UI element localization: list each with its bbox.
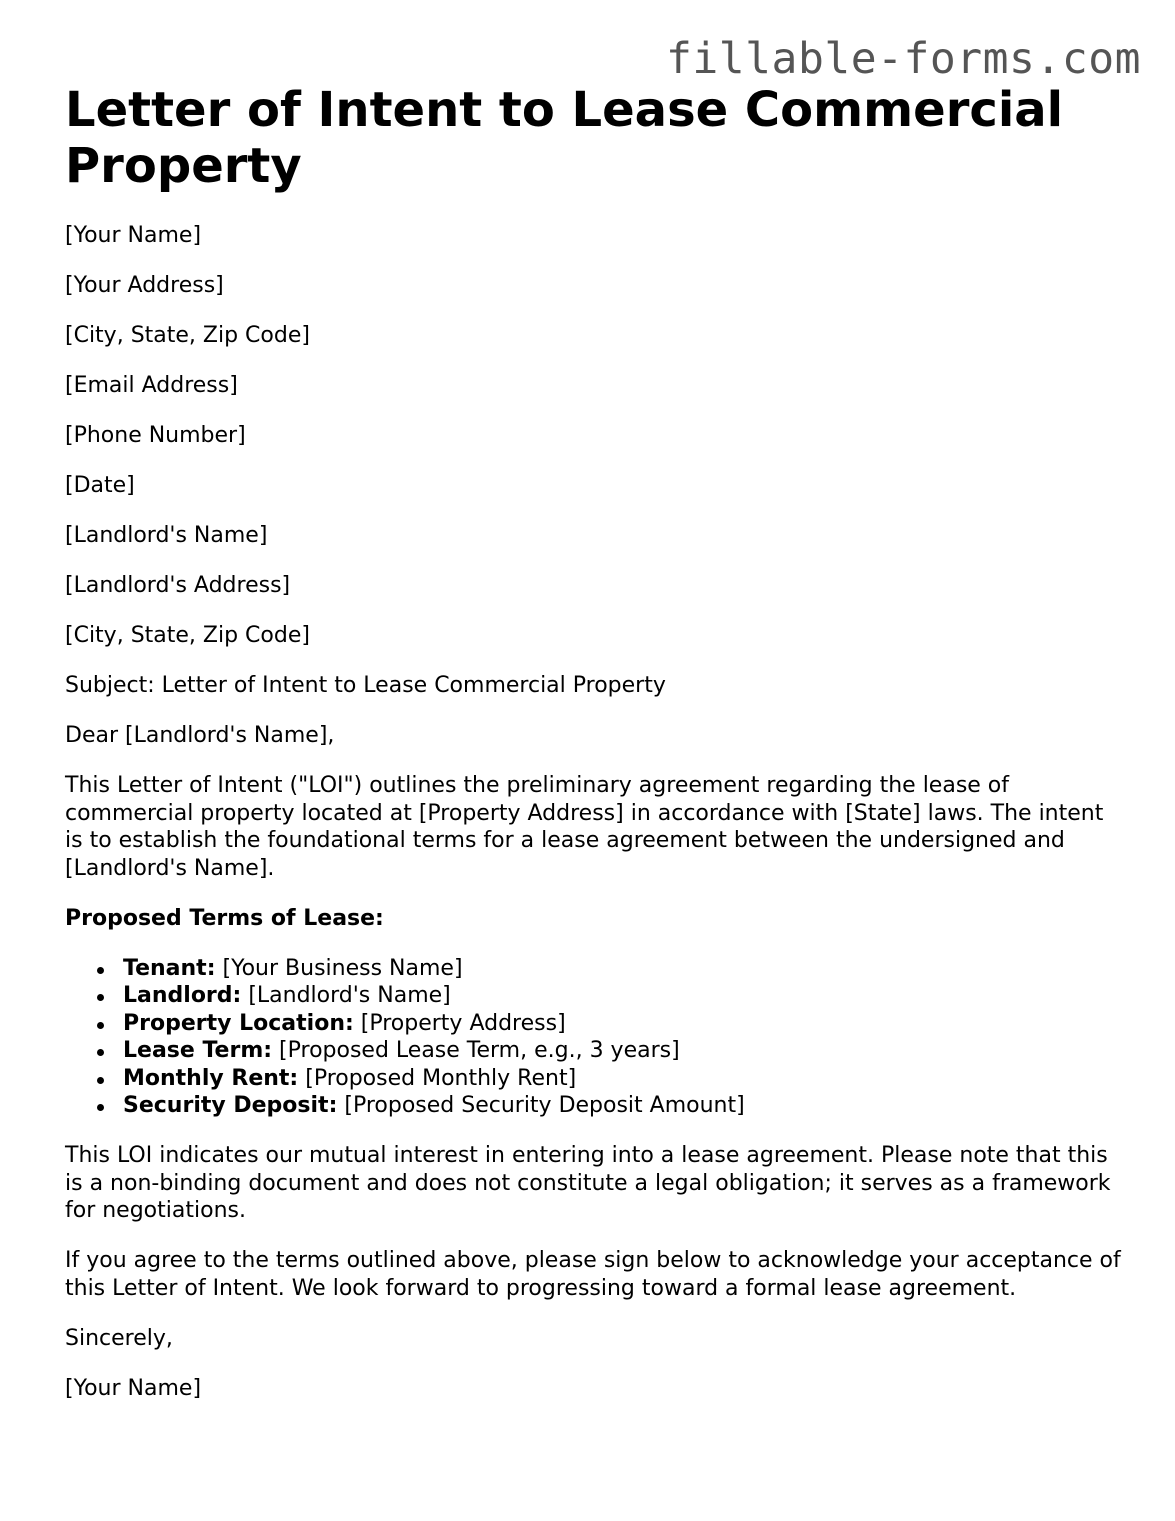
list-item: [123, 1037, 1125, 1065]
sender-phone: [Phone Number]: [65, 423, 246, 448]
term-label: Landlord:: [123, 983, 242, 1008]
term-label: Monthly Rent:: [123, 1065, 299, 1091]
term-value: [Proposed Lease Term, e.g., 3 years]: [279, 1038, 680, 1063]
term-value: [Property Address]: [360, 1010, 566, 1036]
list-item: [123, 1010, 1125, 1038]
list-item: [123, 1065, 1125, 1093]
salutation: Dear [Landlord's Name],: [65, 723, 335, 748]
term-value: [Proposed Monthly Rent]: [305, 1065, 577, 1091]
term-label: Lease Term:: [123, 1038, 273, 1063]
agreement-paragraph: If you agree to the terms outlined above, please sign below to acknowledge your acceptance of this Letter of Intent. We look forward to progressing toward a formal lease agreement.: [65, 1248, 1121, 1301]
terms-list: [65, 955, 1125, 1120]
sender-city-state-zip: [City, State, Zip Code]: [65, 323, 310, 348]
letter-body: [65, 222, 1125, 1425]
recipient-name: [Landlord's Name]: [65, 523, 268, 548]
list-item: [123, 1092, 1125, 1120]
watermark-text: fillable-forms.com: [666, 34, 1141, 84]
term-value: [Proposed Security Deposit Amount]: [344, 1093, 745, 1118]
terms-heading: Proposed Terms of Lease:: [65, 905, 384, 931]
sender-address: [Your Address]: [65, 273, 224, 298]
sender-email: [Email Address]: [65, 373, 238, 398]
term-value: [Your Business Name]: [222, 955, 463, 981]
term-label: Security Deposit:: [123, 1093, 338, 1118]
recipient-city-state-zip: [City, State, Zip Code]: [65, 623, 310, 648]
signature-name: [Your Name]: [65, 1375, 202, 1401]
closing: Sincerely,: [65, 1325, 173, 1351]
term-value: [Landlord's Name]: [248, 983, 451, 1008]
intro-paragraph: This Letter of Intent ("LOI") outlines the preliminary agreement regarding the lease of commercial property located at [Property Address] in accordance with [State] laws. The intent is to establish the foundational terms for a lease agreement between the undersigned and [Landlord's Name].: [65, 773, 1104, 881]
nonbinding-paragraph: This LOI indicates our mutual interest in entering into a lease agreement. Please note that this is a non-binding document and does not constitute a legal obligation; it serves as a framework for negotiations.: [65, 1143, 1111, 1223]
subject-line: Subject: Letter of Intent to Lease Commercial Property: [65, 673, 666, 698]
term-label: Property Location:: [123, 1010, 354, 1036]
sender-name: [Your Name]: [65, 223, 202, 248]
letter-date: [Date]: [65, 473, 135, 498]
page-title: Letter of Intent to Lease Commercial Property: [65, 82, 1064, 194]
term-label: Tenant:: [123, 955, 216, 981]
recipient-address: [Landlord's Address]: [65, 573, 291, 598]
list-item: [123, 955, 1125, 983]
list-item: [123, 982, 1125, 1010]
